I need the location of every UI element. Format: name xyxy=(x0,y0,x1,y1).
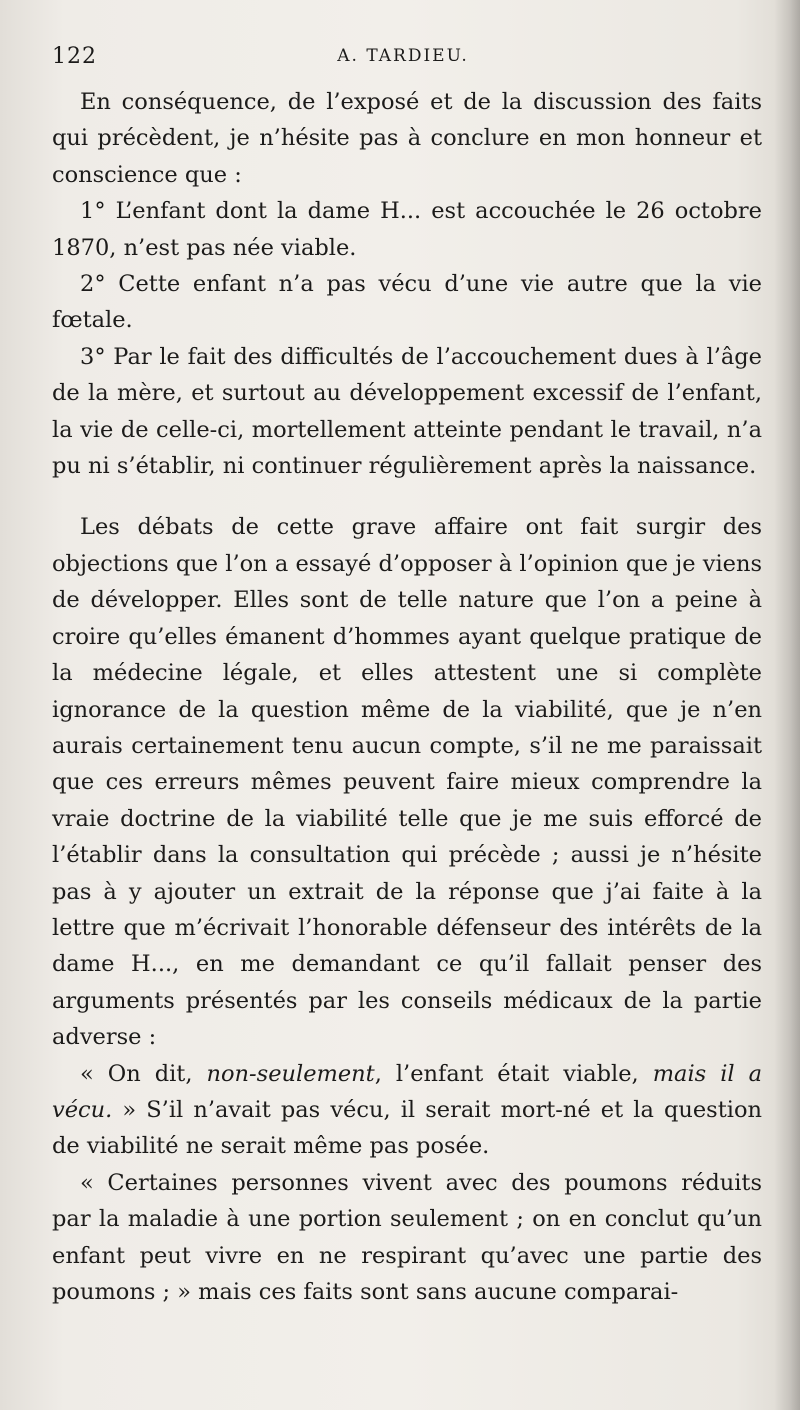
body-text xyxy=(52,84,762,1310)
italic-phrase: mais il a vécu. xyxy=(52,1060,763,1123)
page-header xyxy=(52,44,754,78)
italic-phrase: non-seulement xyxy=(206,1060,375,1087)
paragraph-quote-poumons: « Certaines personnes vivent avec des poumons réduits par la maladie à une portion seulement ; on en conclut qu’un enfant peut vivre en ne respirant qu’avec une partie des poumons ; » mais ces faits sont sans aucune comparai- xyxy=(52,1169,762,1305)
quote-text: » S’il n’avait pas vécu, il serait mort-né et la question de viabilité ne serait même pas posée. xyxy=(52,1096,762,1160)
page-edge-shadow xyxy=(774,0,800,1410)
paragraph-conclusion-intro: En conséquence, de l’exposé et de la discussion des faits qui précèdent, je n’hésite pas à conclure en mon honneur et conscience que : xyxy=(52,89,762,188)
paragraph-quote-vecu xyxy=(52,1056,762,1165)
quote-text: « On dit, xyxy=(80,1060,207,1087)
page-number: 122 xyxy=(52,44,97,69)
quote-text: , l’enfant était viable, xyxy=(374,1060,653,1087)
paragraph-point-3: 3° Par le fait des difficultés de l’accouchement dues à l’âge de la mère, et surtout au développement excessif de l’enfant, la vie de celle-ci, mortellement atteinte pendant le travail, n’a pu ni s’établir, ni continuer régulièrement après la naissance. xyxy=(52,343,762,480)
paragraph-point-2: 2° Cette enfant n’a pas vécu d’une vie autre que la vie fœtale. xyxy=(52,271,762,334)
running-head: A. TARDIEU. xyxy=(337,46,469,66)
paragraph-objections: Les débats de cette grave affaire ont fait surgir des objections que l’on a essayé d’opposer à l’opinion que je viens de développer. Elles sont de telle nature que l’on a peine à croire qu’elles émanent d’hommes ayant quelque pratique de la médecine légale, et elles attestent une si complète ignorance de la question même de la viabilité, que je n’en aurais certainement tenu aucun compte, s’il ne me paraissait que ces erreurs mêmes peuvent faire mieux comprendre la vraie doctrine de la viabilité telle que je me suis efforcé de l’établir dans la consultation qui précède ; aussi je n’hésite pas à y ajouter un extrait de la réponse que j’ai faite à la lettre que m’écrivait l’honorable défenseur des intérêts de la dame H..., en me demandant ce qu’il fallait penser des arguments présentés par les conseils médicaux de la partie adverse : xyxy=(52,514,762,1051)
paragraph-point-1: 1° L’enfant dont la dame H... est accouchée le 26 octobre 1870, n’est pas née viable. xyxy=(52,198,762,261)
